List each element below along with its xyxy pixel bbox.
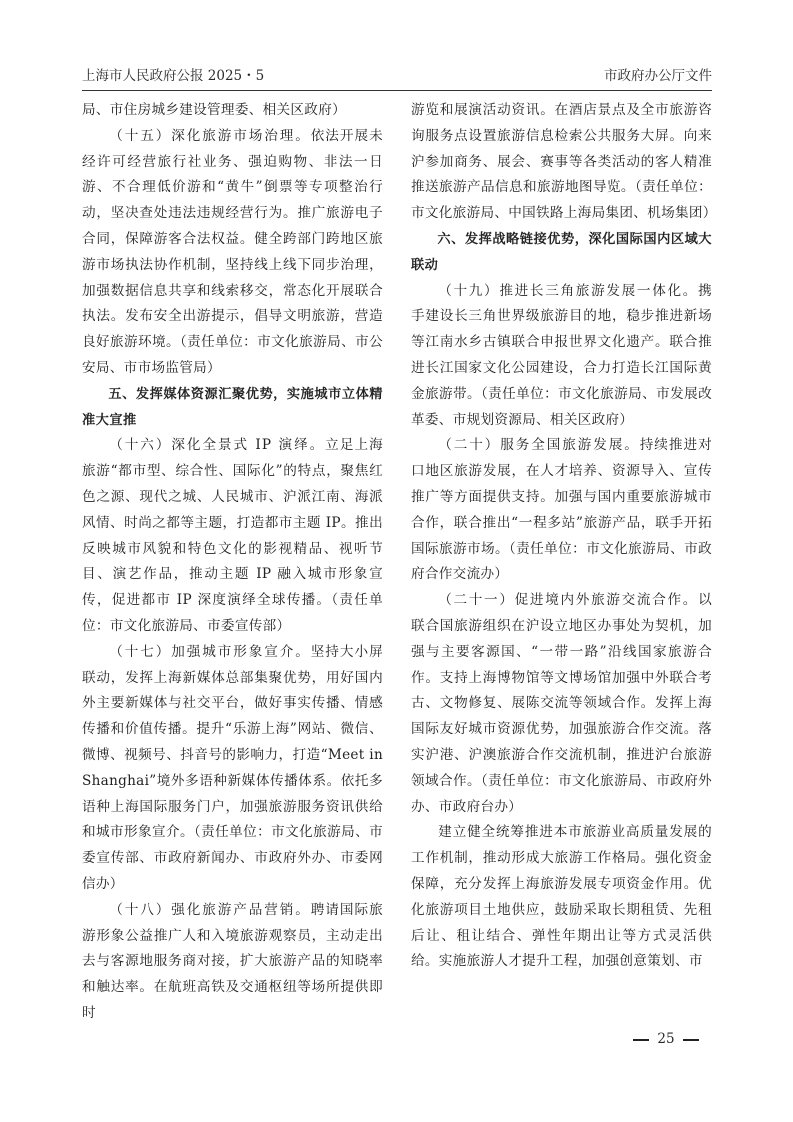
item-19-title: （十九）推进长三角旅游发展一体化。	[438, 282, 699, 299]
paragraph-item-21	[411, 588, 712, 820]
paragraph-item-17	[82, 640, 383, 898]
paragraph-item-20	[411, 433, 712, 588]
right-column	[411, 98, 717, 975]
paragraph-item-16	[82, 433, 383, 639]
page-number	[620, 1029, 712, 1049]
paragraph-continuation: 局、市住房城乡建设管理委、相关区政府）	[82, 102, 346, 118]
section-heading-6: 六、发挥战略链接优势，深化国际国内区域大联动	[411, 231, 712, 273]
journal-title: 上海市人民政府公报 2025・5	[82, 68, 265, 84]
item-21-title: （二十一）促进境内外旅游交流合作。	[438, 592, 699, 609]
item-19-body: 携手建设长三角世界级旅游目的地，稳步推进新场等江南水乡古镇联合申报世界文化遗产。联合推进长江国家文化公园建设，合力打造长江国际黄金旅游带。（责任单位：市文化旅游局、市发展改革委、市规划资源局、相关区政府）	[411, 282, 712, 428]
page-number-value: 25	[657, 1031, 675, 1047]
item-16-body: 立足上海旅游“都市型、综合性、国际化”的特点，聚焦红色之源、现代之城、人民城市、沪派江南、海派风情、时尚之都等主题，打造都市主题 IP。推出反映城市风貌和特色文化的影视精品、视听节目、演艺作品，推动主题 IP 融入城市形象宣传，促进都市 IP 深度演绎全球传播。（责任单位：市文化旅游局、市委宣传部）	[82, 437, 383, 634]
section-heading-5: 五、发挥媒体资源汇聚优势，实施城市立体精准大宣推	[82, 386, 383, 428]
paragraph-closing: 建立健全统筹推进本市旅游业高质量发展的工作机制，推动形成大旅游工作格局。强化资金保障，充分发挥上海旅游发展专项资金作用。优化旅游项目土地供应，鼓励采取长期租赁、先租后让、租让结合、弹性年期出让等方式灵活供给。实施旅游人才提升工程，加强创意策划、市	[411, 824, 712, 970]
section-title: 市政府办公厅文件	[604, 68, 712, 84]
item-17-title: （十七）加强城市形象宣介。	[109, 643, 311, 660]
item-17-body: 坚持大小屏联动，发挥上海新媒体总部集聚优势，用好国内外主要新媒体与社交平台，做好事实传播、情感传播和价值传播。提升“乐游上海”网站、微信、微博、视频号、抖音号的影响力，打造“Meet in Shanghai”境外多语种新媒体传播体系。依托多语种上海国际服务门户，加强旅游服务资讯供给和城市形象宣介。（责任单位：市文化旅游局、市委宣传部、市政府新闻办、市政府外办、市委网信办）	[82, 643, 383, 892]
item-15-title: （十五）深化旅游市场治理。	[109, 127, 311, 144]
item-15-body: 依法开展未经许可经营旅行社业务、强迫购物、非法一日游、不合理低价游和“黄牛”倒票等专项整治行动，坚决查处违法违规经营行为。推广旅游电子合同，保障游客合法权益。健全跨部门跨地区旅游市场执法协作机制，坚持线上线下同步治理，加强数据信息共享和线索移交，常态化开展联合执法。发布安全出游提示，倡导文明旅游，营造良好旅游环境。（责任单位：市文化旅游局、市公安局、市市场监管局）	[82, 127, 383, 376]
item-20-body: 持续推进对口地区旅游发展，在人才培养、资源导入、宣传推广等方面提供支持。加强与国内重要旅游城市合作，联合推出“一程多站”旅游产品，联手开拓国际旅游市场。（责任单位：市文化旅游局、市政府合作交流办）	[411, 437, 712, 583]
paragraph-item-18	[82, 898, 383, 1027]
left-column	[82, 98, 383, 1027]
item-18-body: 聘请国际旅游形象公益推广人和入境旅游观察员，主动走出去与客源地服务商对接，扩大旅游产品的知晓率和触达率。在航班高铁及交通枢纽等场所提供即时	[82, 901, 383, 1021]
paragraph-continuation: 游览和展演活动资讯。在酒店景点及全市旅游咨询服务点设置旅游信息检索公共服务大屏。向来沪参加商务、展会、赛事等各类活动的客人精准推送旅游产品信息和旅游地图导览。（责任单位：市文化旅游局、中国铁路上海局集团、机场集团）	[411, 102, 717, 222]
dash-left	[633, 1039, 649, 1041]
item-20-title: （二十）服务全国旅游发展。	[438, 437, 640, 454]
paragraph-item-19	[411, 279, 712, 434]
dash-right	[683, 1039, 699, 1041]
item-18-title: （十八）强化旅游产品营销。	[109, 901, 311, 918]
item-21-body: 以联合国旅游组织在沪设立地区办事处为契机，加强与主要客源国、“一带一路”沿线国家旅游合作。支持上海博物馆等文博场馆加强中外联合考古、文物修复、展陈交流等领域合作。发挥上海国际友好城市资源优势，加强旅游合作交流。落实沪港、沪澳旅游合作交流机制，推进沪台旅游领域合作。（责任单位：市文化旅游局、市政府外办、市政府台办）	[411, 592, 712, 815]
page-header	[82, 64, 712, 91]
item-16-title: （十六）深化全景式 IP 演绎。	[109, 437, 326, 454]
paragraph-item-15	[82, 124, 383, 382]
